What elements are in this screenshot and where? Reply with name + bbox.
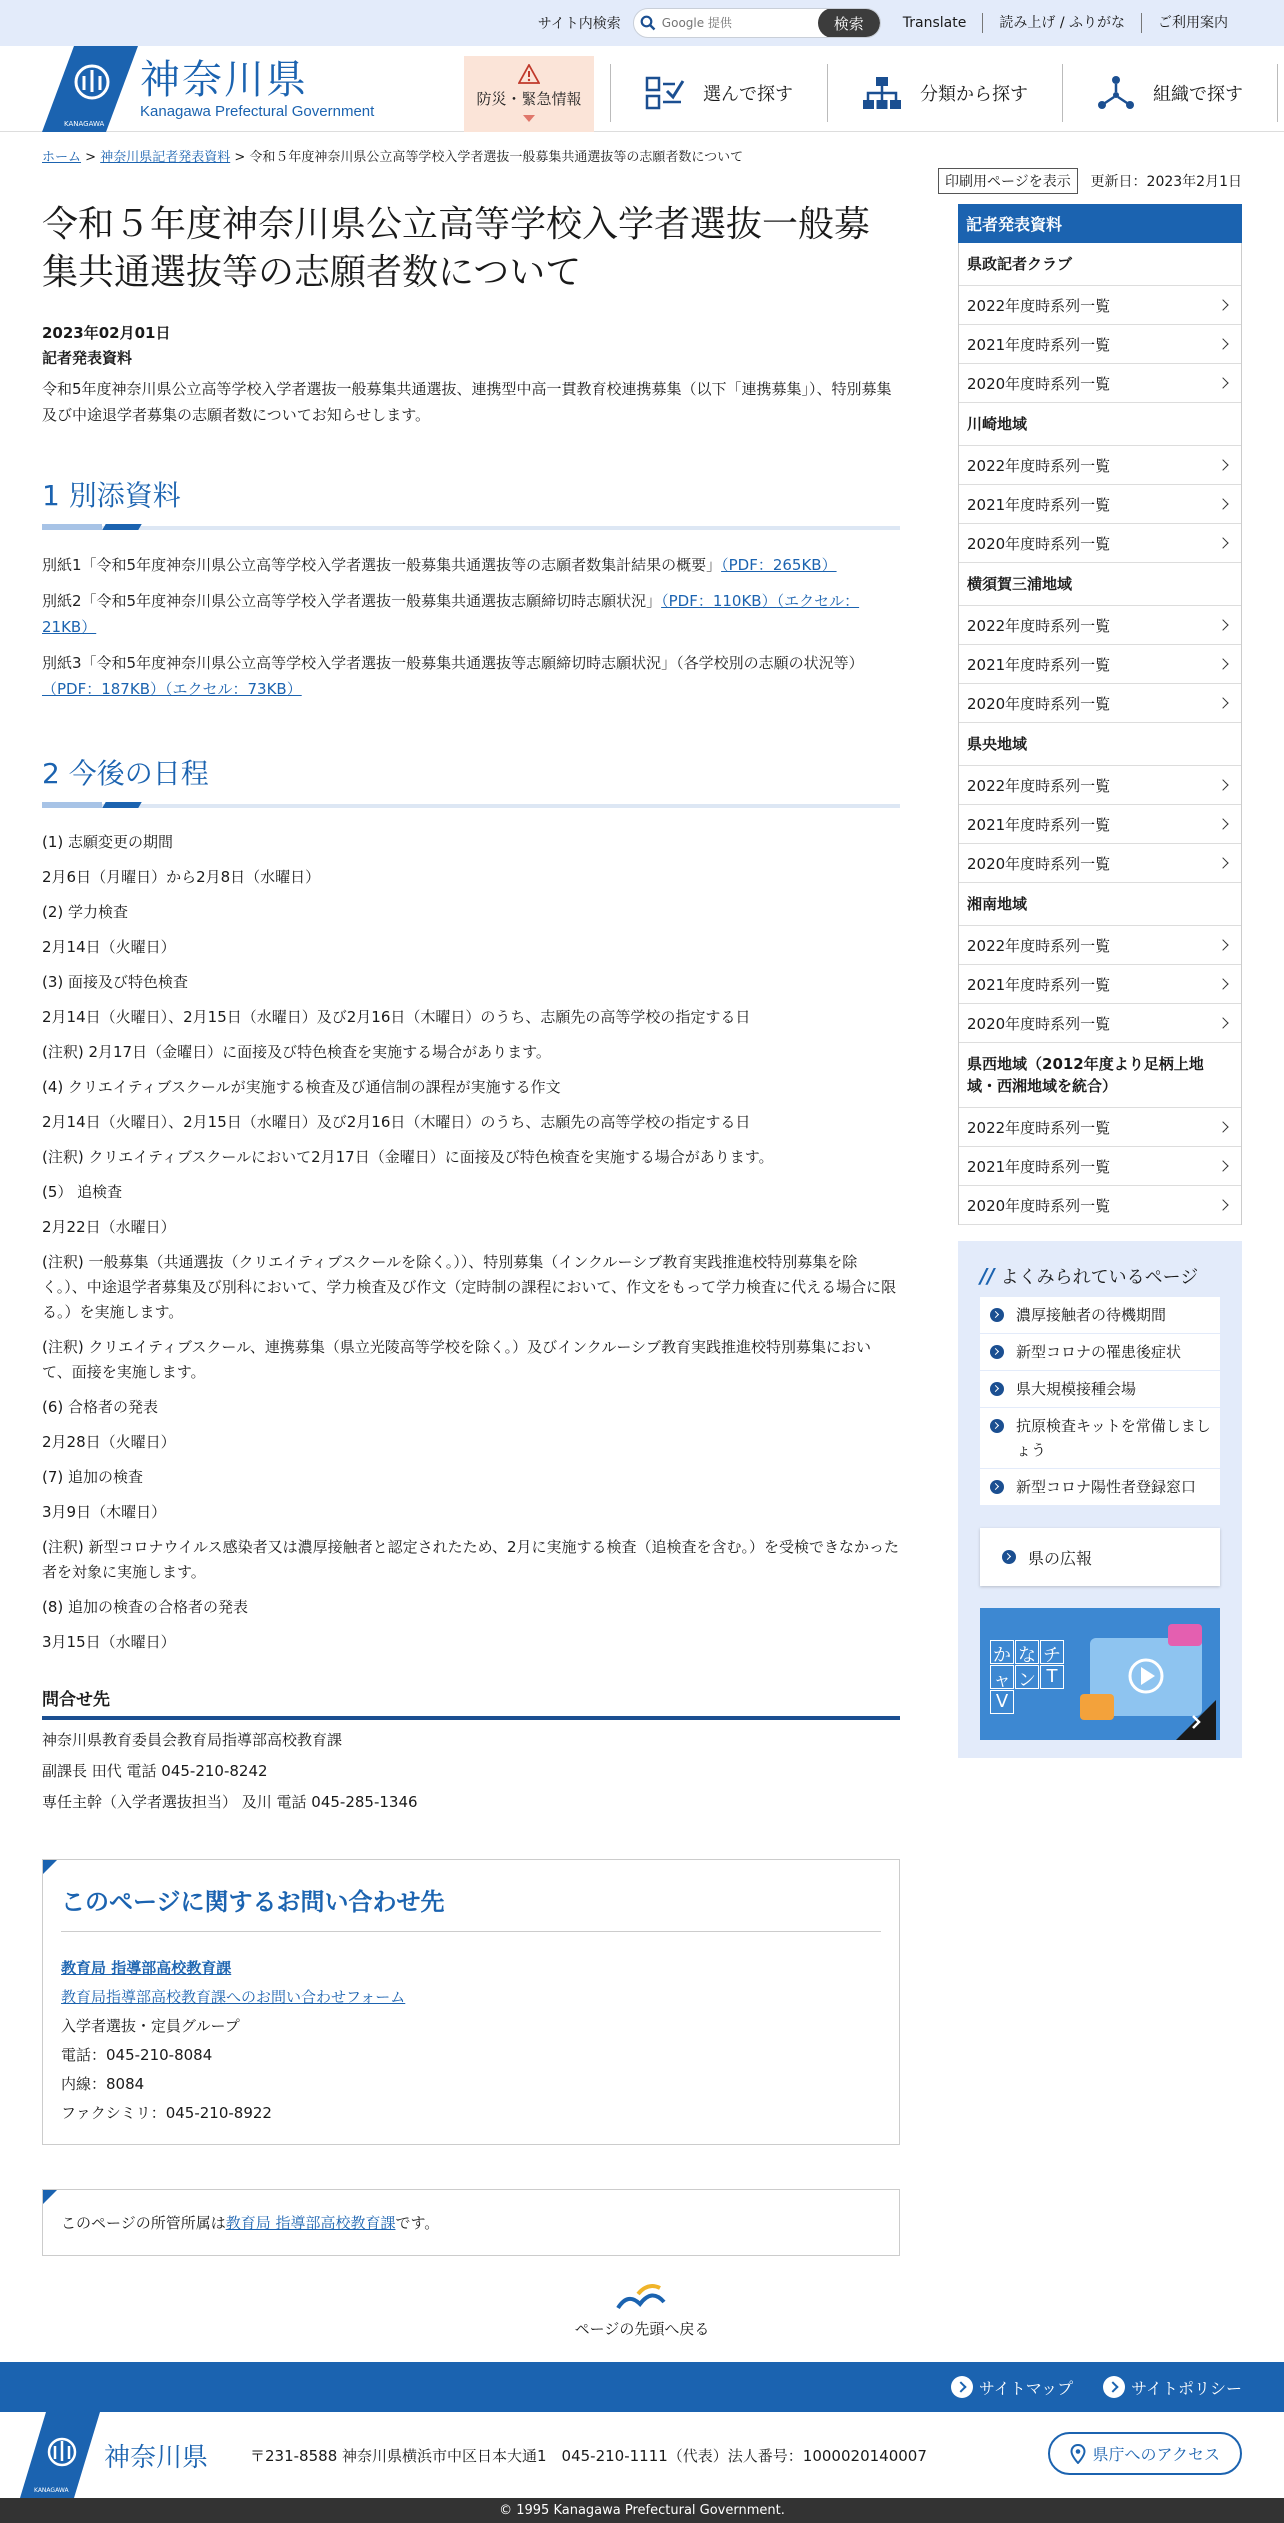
site-search-label: サイト内検索 bbox=[537, 16, 621, 32]
map-pin-icon bbox=[1070, 2444, 1086, 2464]
sidebar-list-label: 2020年度時系列一覧 bbox=[967, 534, 1111, 553]
chevron-right-icon bbox=[1217, 857, 1228, 868]
attachment-item bbox=[42, 552, 900, 578]
attachment-item bbox=[42, 650, 900, 702]
schedule-list bbox=[42, 830, 900, 1655]
kanagawa-emblem-icon bbox=[20, 2412, 100, 2498]
site-policy-link[interactable] bbox=[1103, 2376, 1242, 2399]
sidebar-group-title: 湘南地域 bbox=[959, 883, 1241, 926]
owner-prefix: このページの所管所属は bbox=[61, 2214, 226, 2232]
corner-mark bbox=[43, 1860, 57, 1874]
site-footer bbox=[0, 2412, 1284, 2498]
inquiry-form-link[interactable]: 教育局指導部高校教育課へのお問い合わせフォーム bbox=[61, 1988, 406, 2006]
emblem-caption: KANAGAWA bbox=[64, 119, 105, 128]
kana-channel-logo bbox=[990, 1640, 1068, 1715]
sidebar-list-label: 2021年度時系列一覧 bbox=[967, 815, 1111, 834]
sidebar-list-label: 2022年度時系列一覧 bbox=[967, 1118, 1111, 1137]
sidebar-list-item[interactable] bbox=[959, 1186, 1241, 1225]
read-aloud-link[interactable]: 読み上げ / ふりがな bbox=[982, 13, 1141, 33]
contact-line: 神奈川県教育委員会教育局指導部高校教育課 bbox=[42, 1731, 343, 1749]
inquiry-group: 入学者選抜・定員グループ bbox=[61, 2017, 240, 2035]
heading-underline bbox=[42, 524, 900, 532]
sidebar-heading[interactable]: 記者発表資料 bbox=[958, 204, 1242, 243]
chevron-right-icon bbox=[1217, 377, 1228, 388]
kana-channel-char: か bbox=[990, 1640, 1014, 1664]
sidebar-list-item[interactable] bbox=[959, 684, 1241, 723]
kana-channel-char: ン bbox=[1015, 1665, 1039, 1689]
arrow-circle-icon bbox=[951, 2376, 973, 2398]
sidebar-list-item[interactable] bbox=[959, 926, 1241, 965]
owner-dept-link[interactable]: 教育局 指導部高校教育課 bbox=[225, 2214, 396, 2232]
translate-link[interactable]: Translate bbox=[902, 15, 967, 31]
inquiry-fax: ファクシミリ：045-210-8922 bbox=[61, 2104, 272, 2122]
contact-line: 副課長 田代 電話 045-210-8242 bbox=[42, 1762, 268, 1780]
site-header bbox=[0, 46, 1284, 132]
chevron-right-icon bbox=[1217, 697, 1228, 708]
sidebar-group-title: 県政記者クラブ bbox=[959, 243, 1241, 286]
chevron-right-icon bbox=[1217, 338, 1228, 349]
popular-page-label: 濃厚接触者の待機期間 bbox=[1016, 1306, 1167, 1324]
emblem-caption: KANAGAWA bbox=[34, 2487, 69, 2494]
sitemap-label: サイトマップ bbox=[978, 2378, 1074, 2398]
breadcrumb-home[interactable]: ホーム bbox=[42, 150, 82, 165]
owner-box bbox=[42, 2189, 900, 2256]
chevron-right-icon bbox=[1217, 1121, 1228, 1132]
slash-icon: // bbox=[980, 1264, 995, 1288]
breadcrumb-current: 令和５年度神奈川県公立高等学校入学者選抜一般募集共通選抜等の志願者数について bbox=[249, 150, 744, 165]
sidebar-list-item[interactable] bbox=[959, 485, 1241, 524]
sidebar-list-label: 2022年度時系列一覧 bbox=[967, 776, 1111, 795]
logo-title: 神奈川県 bbox=[140, 57, 308, 103]
popular-title-text: よくみられているページ bbox=[1000, 1267, 1199, 1288]
kana-channel-tv-banner[interactable] bbox=[980, 1608, 1220, 1740]
chevron-right-icon bbox=[1217, 978, 1228, 989]
schedule-line: (注釈) 一般募集（共通選抜（クリエイティブスクールを除く。））、特別募集（インクルーシブ教育実践推進校特別募集を除く。）、中途退学者募集及び別科において、学力検査及び作文（定時制の課程において、作文をもって学力検査に代える場合に限る。）を実施します。 bbox=[42, 1253, 897, 1321]
sidebar-list-label: 2020年度時系列一覧 bbox=[967, 1014, 1111, 1033]
chevron-right-icon bbox=[1217, 299, 1228, 310]
sidebar-list-label: 2021年度時系列一覧 bbox=[967, 975, 1111, 994]
sidebar-list-label: 2020年度時系列一覧 bbox=[967, 854, 1111, 873]
heading-underline bbox=[42, 802, 900, 810]
utility-bar bbox=[0, 0, 1284, 46]
access-button[interactable] bbox=[1048, 2432, 1242, 2475]
search-input[interactable] bbox=[662, 16, 818, 30]
popular-page-label: 抗原検査キットを常備しましょう bbox=[1016, 1417, 1211, 1459]
search-button[interactable]: 検索 bbox=[818, 8, 880, 38]
kana-channel-char: な bbox=[1015, 1640, 1039, 1664]
attachment-item bbox=[42, 588, 900, 640]
attachment-text: 別紙3「令和5年度神奈川県公立高等学校入学者選抜一般募集共通選抜等志願締切時志願状況」（各学校別の志願の状況等） bbox=[42, 654, 864, 672]
chevron-right-icon bbox=[1217, 818, 1228, 829]
inquiry-box bbox=[42, 1859, 900, 2145]
attachment-text: 別紙1「令和5年度神奈川県公立高等学校入学者選抜一般募集共通選抜等の志願者数集計結果の概要」 bbox=[42, 556, 722, 574]
popular-page-label: 県大規模接種会場 bbox=[1016, 1380, 1137, 1398]
schedule-line: (注釈) 新型コロナウイルス感染者又は濃厚接触者と認定されたため、2月に実施する検査（追検査を含む。）を受検できなかった者を対象に実施します。 bbox=[42, 1538, 900, 1581]
footer-logo bbox=[20, 2412, 208, 2498]
inquiry-tel: 電話：045-210-8084 bbox=[61, 2046, 213, 2064]
sidebar-list-item[interactable] bbox=[959, 645, 1241, 684]
footer-logo-text: 神奈川県 bbox=[104, 2442, 209, 2473]
schedule-line: (7) 追加の検査 bbox=[42, 1468, 144, 1486]
arrow-circle-icon bbox=[990, 1345, 1004, 1359]
print-page-button[interactable]: 印刷用ページを表示 bbox=[938, 168, 1078, 194]
attachment-pdf-link[interactable]: （PDF：187KB） bbox=[42, 680, 165, 698]
seagull-icon bbox=[612, 2278, 672, 2314]
schedule-line: (2) 学力検査 bbox=[42, 903, 129, 921]
page-top-link[interactable] bbox=[0, 2278, 1284, 2339]
attachment-excel-link[interactable]: （エクセル：73KB） bbox=[164, 680, 302, 698]
sidebar-groups bbox=[958, 243, 1242, 1225]
inquiry-ext: 内線：8084 bbox=[61, 2075, 145, 2093]
access-label: 県庁へのアクセス bbox=[1092, 2445, 1220, 2464]
chevron-right-icon bbox=[1217, 498, 1228, 509]
sidebar-group-title: 県西地域（2012年度より足柄上地域・西湘地域を統合） bbox=[959, 1043, 1241, 1108]
contact-heading: 問合せ先 bbox=[42, 1685, 900, 1720]
sidebar-list-label: 2022年度時系列一覧 bbox=[967, 456, 1111, 475]
inquiry-title: このページに関するお問い合わせ先 bbox=[61, 1882, 881, 1932]
sidebar-list-label: 2022年度時系列一覧 bbox=[967, 936, 1111, 955]
main-content bbox=[42, 168, 900, 2256]
kana-channel-char: V bbox=[990, 1690, 1014, 1714]
attachment-text: 別紙2「令和5年度神奈川県公立高等学校入学者選抜一般募集共通選抜志願締切時志願状況」 bbox=[42, 592, 662, 610]
schedule-line: (8) 追加の検査の合格者の発表 bbox=[42, 1598, 249, 1616]
attachment-excel-link[interactable]: （エクセル：21KB） bbox=[42, 592, 860, 636]
popular-page-link[interactable] bbox=[980, 1334, 1220, 1371]
popular-page-link[interactable] bbox=[980, 1408, 1220, 1469]
attachment-pdf-link[interactable]: （PDF：110KB） bbox=[661, 592, 777, 610]
contact-section bbox=[42, 1685, 900, 1815]
chevron-right-icon bbox=[1217, 1160, 1228, 1171]
sidebar-list-label: 2021年度時系列一覧 bbox=[967, 335, 1111, 354]
schedule-line: (注釈) 2月17日（金曜日）に面接及び特色検査を実施する場合があります。 bbox=[42, 1043, 551, 1061]
popular-pages bbox=[958, 1241, 1242, 1758]
schedule-line: (注釈) クリエイティブスクール、連携募集（県立光陵高等学校を除く。）及びインクルーシブ教育実践推進校特別募集において、面接を実施します。 bbox=[42, 1338, 872, 1381]
sidebar-list-label: 2020年度時系列一覧 bbox=[967, 694, 1111, 713]
sidebar-list-label: 2020年度時系列一覧 bbox=[967, 374, 1111, 393]
schedule-line: 2月14日（火曜日） bbox=[42, 938, 176, 956]
global-nav bbox=[610, 64, 1278, 122]
page-title: 令和５年度神奈川県公立高等学校入学者選抜一般募集共通選抜等の志願者数について bbox=[42, 203, 871, 292]
warning-icon bbox=[518, 64, 540, 84]
schedule-line: (3) 面接及び特色検査 bbox=[42, 973, 189, 991]
chevron-right-icon bbox=[1217, 619, 1228, 630]
schedule-line: (注釈) クリエイティブスクールにおいて2月17日（金曜日）に面接及び特色検査を実施する場合があります。 bbox=[42, 1148, 774, 1166]
sidebar-list-item[interactable] bbox=[959, 1108, 1241, 1147]
arrow-circle-icon bbox=[1103, 2376, 1125, 2398]
popular-page-link[interactable] bbox=[980, 1469, 1220, 1506]
arrow-circle-icon bbox=[990, 1419, 1004, 1433]
nav-organization-search[interactable] bbox=[1062, 64, 1278, 122]
schedule-line: (4) クリエイティブスクールが実施する検査及び通信制の課程が実施する作文 bbox=[42, 1078, 561, 1096]
sidebar bbox=[958, 204, 1242, 1758]
contact-line: 専任主幹（入学者選抜担当） 及川 電話 045-285-1346 bbox=[42, 1793, 418, 1811]
chevron-right-icon bbox=[1217, 1199, 1228, 1210]
popular-page-label: 新型コロナの罹患後症状 bbox=[1016, 1343, 1182, 1361]
nav-category-label: 分類から探す bbox=[920, 84, 1028, 105]
emergency-info-button[interactable] bbox=[464, 56, 594, 132]
sidebar-list-item[interactable] bbox=[959, 446, 1241, 485]
arrow-circle-icon bbox=[990, 1382, 1004, 1396]
schedule-line: 2月14日（火曜日）、2月15日（水曜日）及び2月16日（木曜日）のうち、志願先の高等学校の指定する日 bbox=[42, 1008, 751, 1026]
koho-label: 県の広報 bbox=[1028, 1548, 1093, 1568]
sidebar-list-item[interactable] bbox=[959, 325, 1241, 364]
nav-organization-label: 組織で探す bbox=[1153, 84, 1243, 105]
schedule-line: 2月14日（火曜日）、2月15日（水曜日）及び2月16日（木曜日）のうち、志願先の高等学校の指定する日 bbox=[42, 1113, 751, 1131]
chevron-right-icon bbox=[1217, 459, 1228, 470]
arrow-circle-icon bbox=[990, 1480, 1004, 1494]
kanagawa-emblem-icon bbox=[42, 46, 138, 132]
sidebar-list-item[interactable] bbox=[959, 1004, 1241, 1043]
attachment-pdf-link[interactable]: （PDF：265KB） bbox=[721, 556, 837, 574]
section-heading-schedule: 2 今後の日程 bbox=[42, 757, 209, 790]
footer-link-bar bbox=[0, 2362, 1284, 2412]
popular-page-link[interactable] bbox=[980, 1297, 1220, 1334]
nav-choose-search[interactable] bbox=[610, 64, 827, 122]
copyright: © 1995 Kanagawa Prefectural Government. bbox=[0, 2498, 1284, 2523]
schedule-line: 2月6日（月曜日）から2月8日（水曜日） bbox=[42, 868, 321, 886]
search-icon bbox=[634, 15, 662, 31]
schedule-line: 2月28日（火曜日） bbox=[42, 1433, 176, 1451]
chevron-right-icon bbox=[1217, 658, 1228, 669]
sidebar-list-label: 2022年度時系列一覧 bbox=[967, 616, 1111, 635]
site-logo[interactable] bbox=[42, 46, 374, 132]
chevron-right-icon bbox=[1217, 1017, 1228, 1028]
schedule-line: 3月15日（水曜日） bbox=[42, 1633, 176, 1651]
schedule-line: 3月9日（木曜日） bbox=[42, 1503, 167, 1521]
hierarchy-icon bbox=[862, 76, 902, 110]
schedule-line: (1) 志願変更の期間 bbox=[42, 833, 174, 851]
arrow-circle-icon bbox=[990, 1308, 1004, 1322]
chevron-right-icon bbox=[1217, 779, 1228, 790]
logo-subtitle: Kanagawa Prefectural Government bbox=[140, 103, 375, 120]
sidebar-list-item[interactable] bbox=[959, 286, 1241, 325]
breadcrumb bbox=[0, 132, 1284, 165]
nav-choose-label: 選んで探す bbox=[703, 84, 793, 105]
organization-icon bbox=[1097, 75, 1135, 111]
sidebar-list-item[interactable] bbox=[959, 524, 1241, 563]
sidebar-list-item[interactable] bbox=[959, 364, 1241, 403]
sidebar-list-item[interactable] bbox=[959, 606, 1241, 645]
sidebar-group-title: 県央地域 bbox=[959, 723, 1241, 766]
article-kind: 記者発表資料 bbox=[42, 349, 133, 367]
site-policy-label: サイトポリシー bbox=[1131, 2378, 1242, 2398]
chevron-right-icon bbox=[1217, 537, 1228, 548]
caret-down-icon bbox=[523, 115, 535, 123]
sidebar-list-item[interactable] bbox=[959, 766, 1241, 805]
nav-category-search[interactable] bbox=[827, 64, 1062, 122]
sidebar-group-title: 横須賀三浦地域 bbox=[959, 563, 1241, 606]
schedule-line: 2月22日（水曜日） bbox=[42, 1218, 176, 1236]
popular-page-link[interactable] bbox=[980, 1371, 1220, 1408]
kana-channel-char: ャ bbox=[990, 1665, 1014, 1689]
section-heading-attachments: 1 別添資料 bbox=[42, 479, 181, 512]
breadcrumb-separator: > bbox=[85, 150, 97, 165]
breadcrumb-separator: > bbox=[234, 150, 246, 165]
kana-channel-char: チ bbox=[1040, 1640, 1064, 1664]
updated-date: 更新日：2023年2月1日 bbox=[1090, 174, 1242, 190]
page-top-label: ページの先頭へ戻る bbox=[574, 2320, 710, 2338]
checklist-icon bbox=[645, 75, 685, 111]
sidebar-group-title: 川崎地域 bbox=[959, 403, 1241, 446]
sidebar-list-item[interactable] bbox=[959, 805, 1241, 844]
sidebar-list-item[interactable] bbox=[959, 965, 1241, 1004]
sidebar-list-label: 2020年度時系列一覧 bbox=[967, 1196, 1111, 1215]
article-lead: 令和5年度神奈川県公立高等学校入学者選抜一般募集共通選抜、連携型中高一貫教育校連携募集（以下「連携募集」）、特別募集及び中途退学者募集の志願者数についてお知らせします。 bbox=[42, 380, 892, 424]
sidebar-list-item[interactable] bbox=[959, 1147, 1241, 1186]
breadcrumb-press-releases[interactable]: 神奈川県記者発表資料 bbox=[100, 150, 231, 165]
footer-address: 〒231-8588 神奈川県横浜市中区日本大通1 045-210-1111（代表）法人番号：1000020140007 bbox=[250, 2446, 927, 2465]
emergency-label: 防災・緊急情報 bbox=[476, 90, 582, 108]
page-tools bbox=[938, 168, 1242, 194]
publish-date: 2023年02月01日 bbox=[42, 324, 171, 342]
popular-title bbox=[980, 1263, 1220, 1289]
sidebar-list-label: 2022年度時系列一覧 bbox=[967, 296, 1111, 315]
usage-guide-link[interactable]: ご利用案内 bbox=[1141, 13, 1244, 33]
sidebar-list-item[interactable] bbox=[959, 844, 1241, 883]
sidebar-list-label: 2021年度時系列一覧 bbox=[967, 655, 1111, 674]
chevron-right-icon bbox=[1217, 939, 1228, 950]
kana-channel-char: T bbox=[1040, 1665, 1064, 1689]
sidebar-list-label: 2021年度時系列一覧 bbox=[967, 1157, 1111, 1176]
popular-page-label: 新型コロナ陽性者登録窓口 bbox=[1016, 1478, 1197, 1496]
schedule-line: (6) 合格者の発表 bbox=[42, 1398, 159, 1416]
prefectural-pr-link[interactable] bbox=[980, 1528, 1220, 1586]
inquiry-dept-link[interactable]: 教育局 指導部高校教育課 bbox=[61, 1959, 232, 1977]
corner-mark bbox=[43, 2190, 57, 2204]
schedule-line: (5） 追検査 bbox=[42, 1183, 123, 1201]
sidebar-list-label: 2021年度時系列一覧 bbox=[967, 495, 1111, 514]
owner-suffix: です。 bbox=[395, 2214, 440, 2232]
popular-list bbox=[980, 1297, 1220, 1506]
arrow-circle-icon bbox=[1002, 1550, 1016, 1564]
sitemap-link[interactable] bbox=[951, 2376, 1073, 2399]
search-box bbox=[633, 8, 881, 38]
